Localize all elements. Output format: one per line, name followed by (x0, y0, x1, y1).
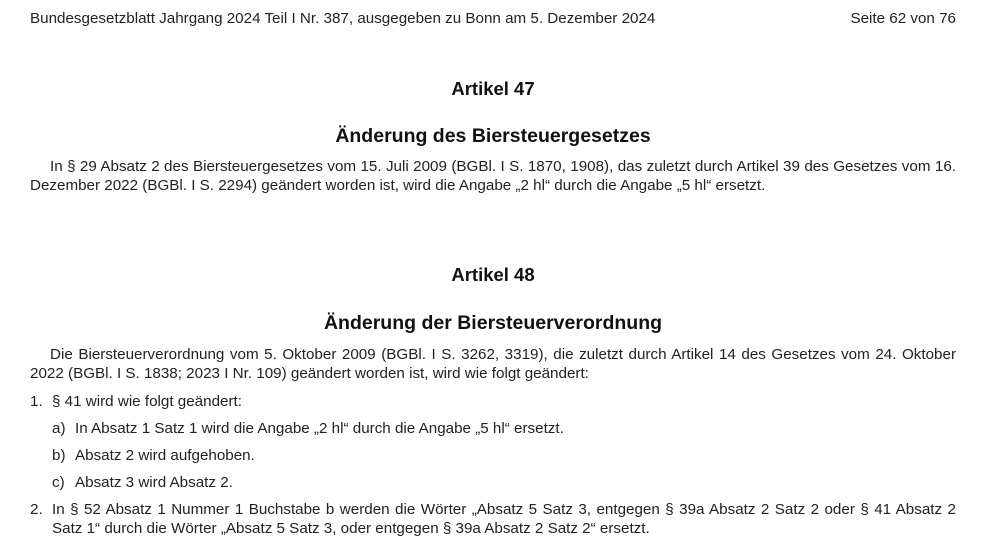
article-48-number: Artikel 48 (451, 264, 535, 285)
subitem-letter: c) (52, 474, 65, 491)
amendment-subitem-1c (52, 473, 956, 492)
item-number: 2. (30, 501, 43, 518)
article-48-paragraph: Die Biersteuerverordnung vom 5. Oktober 2009 (BGBl. I S. 3262, 3319), die zuletzt durch Artikel 14 des Gesetzes vom 24. Oktober 2022 (BGBl. I S. 1838; 2023 I Nr. 109) geändert worden ist, wird wie folgt geändert: (30, 346, 956, 382)
amendment-subitem-1b (52, 446, 956, 465)
article-48-title: Änderung der Biersteuerverordnung (323, 312, 663, 334)
article-47-number: Artikel 47 (451, 78, 535, 99)
running-header (30, 9, 956, 29)
page-number: Seite 62 von 76 (850, 10, 956, 27)
subitem-text: Absatz 3 wird Absatz 2. (75, 474, 233, 491)
amendment-item-1 (30, 392, 956, 411)
article-47-title: Änderung des Biersteuergesetzes (335, 125, 651, 147)
subitem-text: In Absatz 1 Satz 1 wird die Angabe „2 hl“ durch die Angabe „5 hl“ ersetzt. (75, 420, 564, 437)
item-number: 1. (30, 393, 43, 410)
amendment-item-2 (30, 500, 956, 538)
subitem-letter: b) (52, 447, 66, 464)
subitem-text: Absatz 2 wird aufgehoben. (75, 447, 255, 464)
gazette-issue-line: Bundesgesetzblatt Jahrgang 2024 Teil I Nr. 387, ausgegeben zu Bonn am 5. Dezember 2024 (30, 10, 656, 27)
item-text: In § 52 Absatz 1 Nummer 1 Buchstabe b werden die Wörter „Absatz 5 Satz 3, entgegen § 39a Absatz 2 Satz 2 oder § 41 Absatz 2 Satz 1“ durch die Wörter „Absatz 5 Satz 3, oder entgegen § 39a Absatz 2 Satz 2“ ersetzt. (52, 501, 956, 537)
subitem-letter: a) (52, 420, 66, 437)
amendment-subitem-1a (52, 419, 956, 438)
item-text: § 41 wird wie folgt geändert: (52, 393, 242, 410)
article-47-paragraph: In § 29 Absatz 2 des Biersteuergesetzes vom 15. Juli 2009 (BGBl. I S. 1870, 1908), das zuletzt durch Artikel 39 des Gesetzes vom 16. Dezember 2022 (BGBl. I S. 2294) geändert worden ist, wird die Angabe „2 hl“ durch die Angabe „5 hl“ ersetzt. (30, 158, 956, 194)
